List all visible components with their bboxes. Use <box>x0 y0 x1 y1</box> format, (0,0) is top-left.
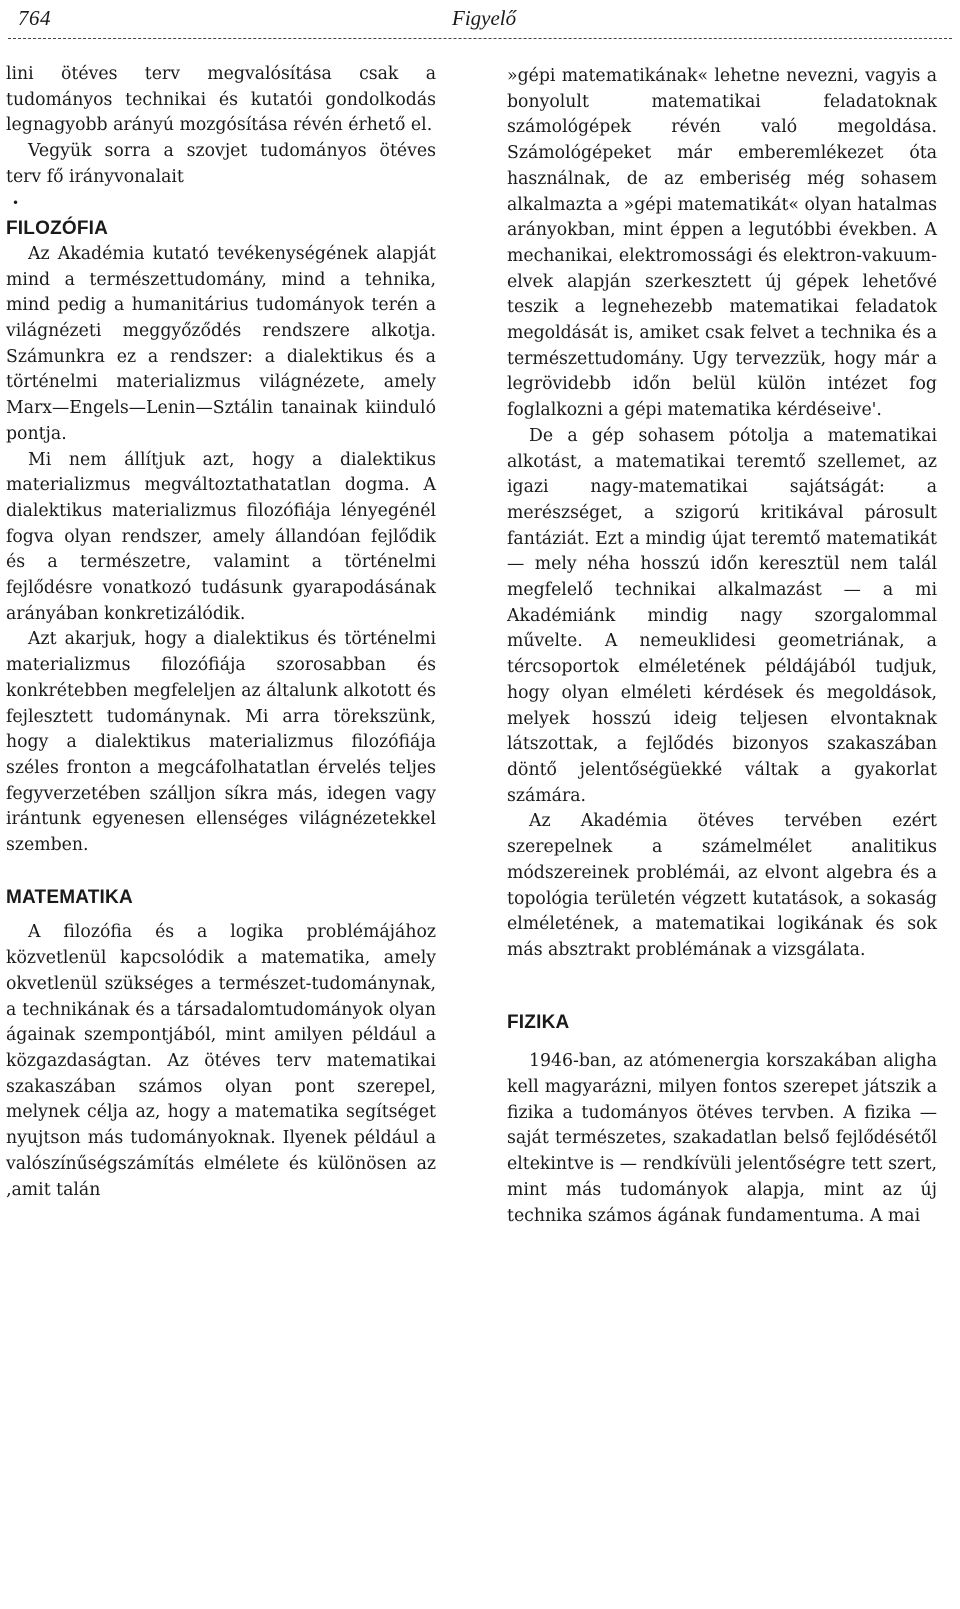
left-column <box>6 62 436 1203</box>
right-paragraph-1: »gépi matematikának« lehetne nevezni, vagyis a bonyolult matematikai feladatoknak számológépek révén való megoldása. Számológépeket már emberemlékezet óta használnak, de az emberiség még sohasem alkalmazta a »gépi matematikát« olyan hatalmas arányokban, mint éppen a legutóbbi években. A mechanikai, elektromossági és elektron-vakuum-elvek alapján szerkesztett új gépek lehetővé teszik a legnehezebb matematikai feladatok megoldását is, amiket csak felvet a technika és a természettudomány. Ugy tervezzük, hogy már a legrövidebb időn belül külön intézet fog foglalkozni a gépi matematika kérdéseive'. <box>507 66 937 421</box>
heading-gap <box>507 1035 937 1049</box>
right-paragraph-2: De a gép sohasem pótolja a matematikai alkotást, a matematikai teremtő szellemet, az igazi nagy-matematikai sajátságát: a merészséget, a szigorú kritikával párosult fantáziát. Ezt a mindig újat teremtő matematikát — mely néha hosszú időn keresztül nem talál megfelelő technikai alkalmazást — a mi Akadémiánk mindig nagy szorgalommal művelte. A nemeuklidesi geometriának, a tércsoportok elméletének példájából tudjuk, hogy olyan elméleti kérdések és megoldások, melyek hosszú ideig teljesen elvontaknak látszottak, a fejlődés bizonyos szakaszában döntő jelentőségüekké váltak a gyakorlat számára. <box>507 425 937 806</box>
right-column <box>507 64 937 1229</box>
right-paragraph-3: Az Akadémia ötéves tervében ezért szerepelnek a számelmélet analitikus módszereinek problémái, az elvont algebra és a topológia területén végzett kutatások, a sokaság elméletének, a matematikai logikának és sok más absztrakt problémának a vizsgálata. <box>507 811 937 960</box>
filozofia-paragraph-1: Az Akadémia kutató tevékenységének alapját mind a természettudomány, mind a tehnika, mind pedig a humanitárius tudományok terén a világnézeti meggyőződés rendszere alkotja. Számunkra ez a rendszer: a dialektikus és a történelmi materializmus világnézete, amely Marx—Engels—Lenin—Sztálin tanainak kiinduló pontja. <box>6 243 436 444</box>
section-gap <box>507 964 937 1010</box>
page-number: 764 <box>18 6 51 30</box>
running-title: Figyelő <box>452 6 517 30</box>
header-rule <box>8 38 952 39</box>
intro-paragraph-2: Vegyük sorra a szovjet tudományos ötéves terv fő irányvonalait <box>6 141 436 187</box>
section-gap <box>6 859 436 885</box>
matematika-paragraph-1: A filozófia és a logika problémájához közvetlenül kapcsolódik a matematika, amely okvetlenül szükséges a természet-tudománynak, a technikának és a társadalomtudományok olyan ágainak szempontjából, mint amilyen például a közgazdaságtan. Az ötéves terv matematikai szakaszában számos olyan pont szerepel, melynek célja az, hogy a matematika segítséget nyujtson más tudományoknak. Ilyenek például a valószínűségszámítás elmélete és különösen az ‚amit talán <box>6 922 436 1200</box>
fizika-paragraph-1: 1946-ban, az atómenergia korszakában aligha kell magyarázni, milyen fontos szerepet játszik a fizika a tudományos ötéves tervben. A fizika — saját természetes, szakadatlan belső fejlődésétől eltekintve is — rendkívüli jelentőségre tett szert, mint más tudományok alapja, mint az új technika számos ágának fundamentuma. A mai <box>507 1051 937 1226</box>
filozofia-paragraph-2: Mi nem állítjuk azt, hogy a dialektikus materializmus megváltoztathatatlan dogma. A dialektikus materializmus filozófiája lényegénél fogva olyan rendszer, amely állandóan fejlődik és a természetre, valamint a történelmi fejlődésre vonatkozó tudásunk gyarapodásának arányában konkretizálódik. <box>6 449 436 624</box>
intro-paragraph-1: lini ötéves terv megvalósítása csak a tudományos technikai és kutatói gondolkodás legnagyobb arányú mozgósítása révén érhető el. <box>6 64 436 136</box>
section-heading-fizika: FIZIKA <box>507 1011 570 1033</box>
filozofia-paragraph-3: Azt akarjuk, hogy a dialektikus és történelmi materializmus filozófiája szorosabban és konkrétebben megfeleljen az általunk alkotott és fejlesztett tudománynak. Mi arra törekszünk, hogy a dialektikus materializmus filozófiája széles fronton a megcáfolhatatlan érvelés teljes fegyverzetében szálljon síkra más, idegen vagy irántunk egyenesen ellenséges világnézetekkel szemben. <box>6 629 436 856</box>
section-heading-matematika: MATEMATIKA <box>6 886 133 908</box>
heading-gap <box>6 910 436 920</box>
bullet-mark: • <box>12 195 20 210</box>
page-header <box>0 0 960 40</box>
section-heading-filozofia: FILOZÓFIA <box>6 218 109 240</box>
